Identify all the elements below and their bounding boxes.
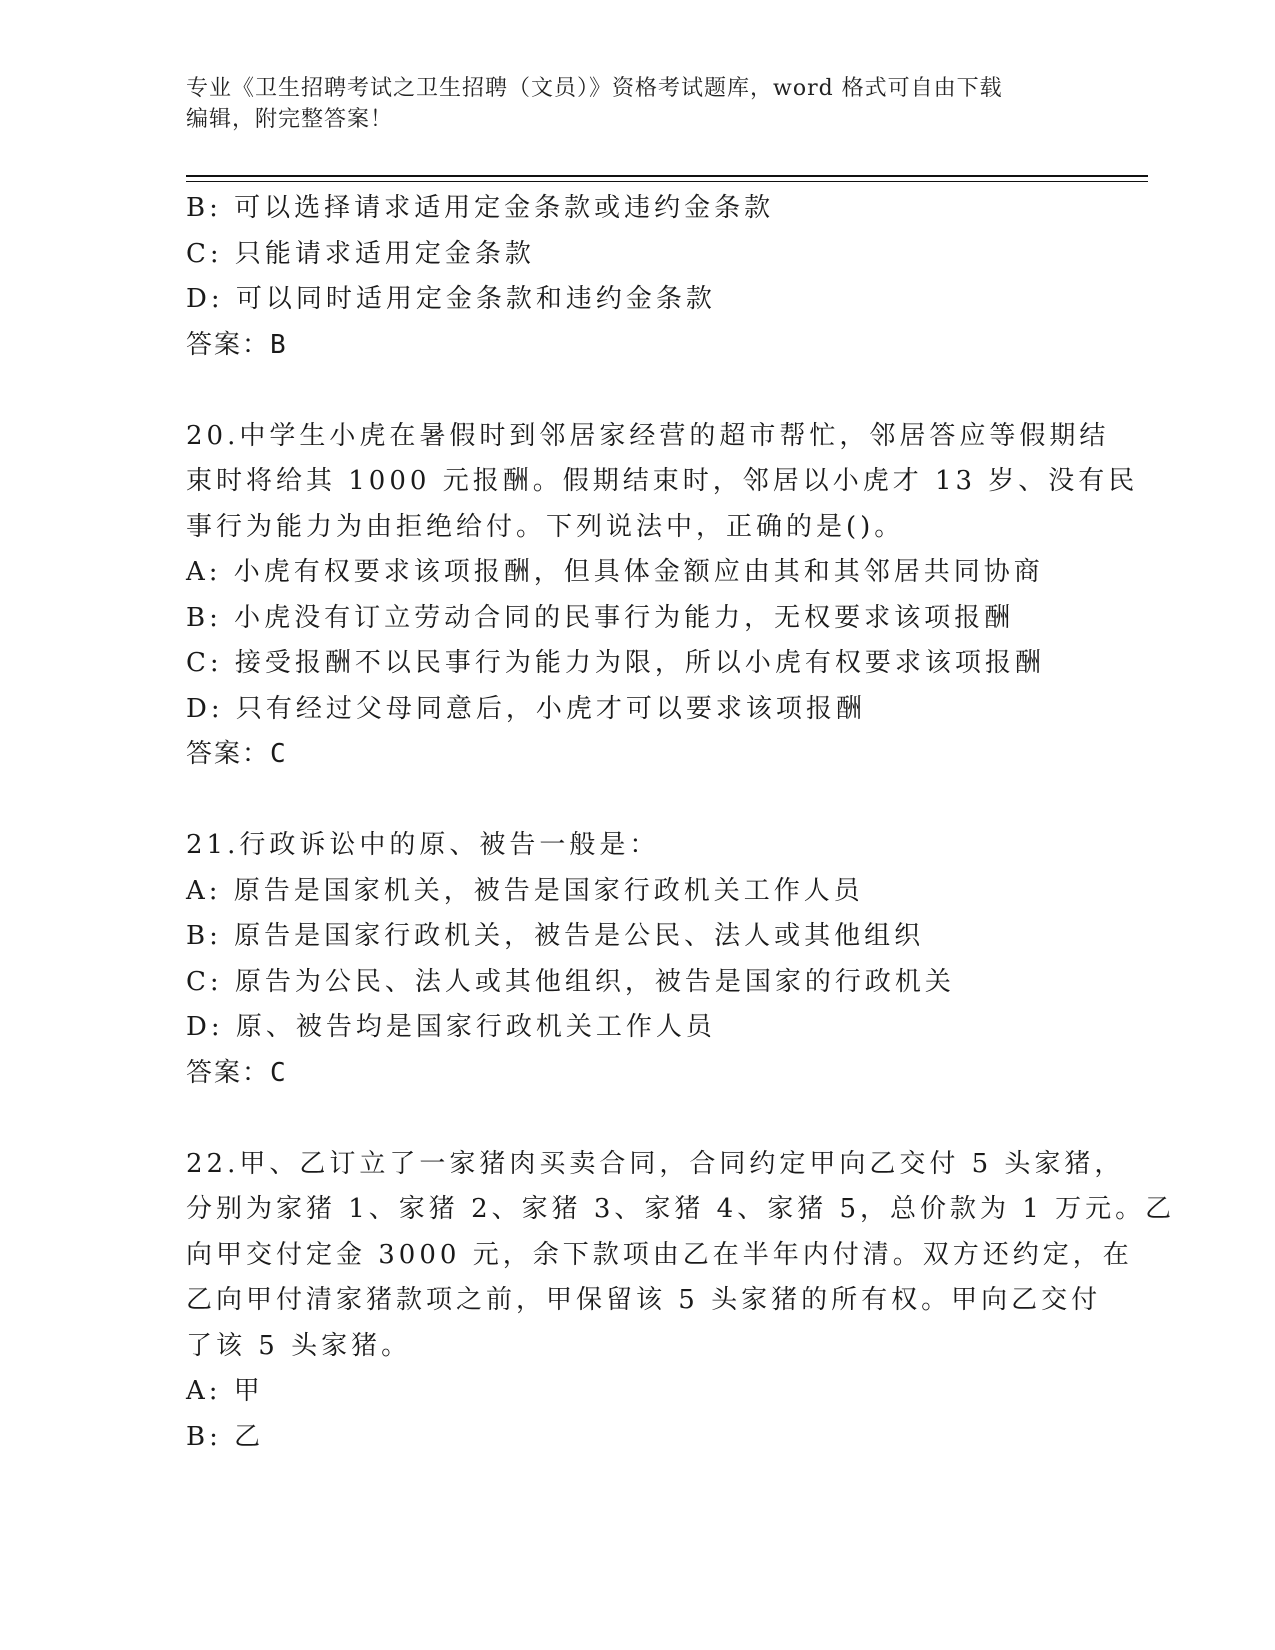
q20-stem-line: 事行为能力为由拒绝给付。下列说法中，正确的是()。	[186, 511, 905, 542]
question-21	[186, 823, 1086, 1096]
q20-option-c: C: 接受报酬不以民事行为能力为限，所以小虎有权要求该项报酬	[186, 648, 1045, 678]
question-20	[186, 414, 1139, 778]
q20-option-d: D: 只有经过父母同意后，小虎才可以要求该项报酬	[186, 693, 866, 724]
spacer	[186, 368, 1086, 414]
q22-option-a: A: 甲	[186, 1376, 264, 1406]
q21-option-c: C: 原告为公民、法人或其他组织，被告是国家的行政机关	[186, 966, 955, 997]
q19-answer: 答案：B	[186, 329, 288, 360]
q22-stem-line: 分别为家猪 1、家猪 2、家猪 3、家猪 4、家猪 5，总价款为 1 万元。乙	[186, 1194, 1176, 1224]
header-rule-thick	[186, 175, 1148, 177]
q21-option-d: D: 原、被告均是国家行政机关工作人员	[186, 1012, 716, 1042]
header-line-2: 编辑，附完整答案！	[186, 107, 394, 132]
header-rule-thin	[186, 181, 1148, 182]
q21-option-a: A: 原告是国家机关，被告是国家行政机关工作人员	[186, 875, 864, 906]
q20-stem-line: 束时将给其 1000 元报酬。假期结束时，邻居以小虎才 13 岁、没有民	[186, 466, 1139, 496]
q20-option-b: B: 小虎没有订立劳动合同的民事行为能力，无权要求该项报酬	[186, 602, 1015, 633]
q22-stem-line: 了该 5 头家猪。	[186, 1330, 412, 1361]
q20-stem-line: 20.中学生小虎在暑假时到邻居家经营的超市帮忙，邻居答应等假期结	[186, 420, 1110, 451]
q21-option-b: B: 原告是国家行政机关，被告是公民、法人或其他组织	[186, 921, 925, 951]
q20-answer: 答案：C	[186, 739, 288, 769]
q22-stem-line: 向甲交付定金 3000 元，余下款项由乙在半年内付清。双方还约定，在	[186, 1239, 1133, 1270]
spacer	[186, 778, 1086, 824]
q20-option-a: A: 小虎有权要求该项报酬，但具体金额应由其和其邻居共同协商	[186, 557, 1044, 587]
document-header	[186, 73, 1086, 135]
q19-option-d: D: 可以同时适用定金条款和违约金条款	[186, 284, 716, 314]
q19-option-b: B: 可以选择请求适用定金条款或违约金条款	[186, 193, 775, 223]
spacer	[186, 1096, 1086, 1142]
question-list	[186, 186, 1176, 1460]
q22-stem-line: 22.甲、乙订立了一家猪肉买卖合同，合同约定甲向乙交付 5 头家猪，	[186, 1148, 1125, 1179]
header-line-1: 专业《卫生招聘考试之卫生招聘（文员）》资格考试题库，word 格式可自由下载	[186, 76, 1003, 101]
q21-stem: 21.行政诉讼中的原、被告一般是：	[186, 830, 660, 860]
q21-answer: 答案：C	[186, 1057, 288, 1088]
q22-option-b: B: 乙	[186, 1421, 265, 1452]
question-22	[186, 1142, 1176, 1461]
q22-stem-line: 乙向甲付清家猪款项之前，甲保留该 5 头家猪的所有权。甲向乙交付	[186, 1285, 1102, 1315]
q19-option-c: C: 只能请求适用定金条款	[186, 238, 535, 269]
question-19	[186, 186, 1086, 368]
